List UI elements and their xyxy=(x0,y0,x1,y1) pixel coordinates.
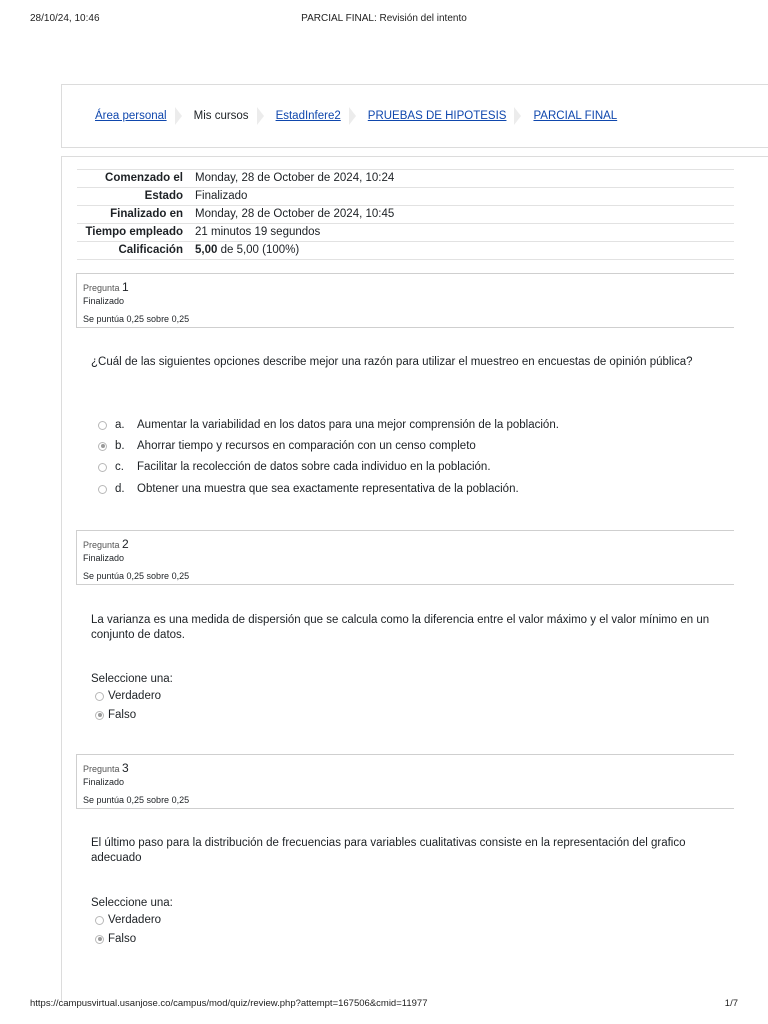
question-number xyxy=(83,537,734,551)
breadcrumb-course[interactable]: EstadInfere2 xyxy=(275,110,341,122)
summary-row-grade xyxy=(77,242,734,260)
question-info-2 xyxy=(76,530,734,585)
breadcrumb-area-personal[interactable]: Área personal xyxy=(95,110,167,122)
option-falso[interactable] xyxy=(95,709,136,721)
question-prefix: Pregunta xyxy=(83,283,120,293)
question-state: Finalizado xyxy=(83,296,125,306)
summary-value: Finalizado xyxy=(191,188,734,206)
summary-row-started xyxy=(77,170,734,188)
summary-value: Monday, 28 de October de 2024, 10:45 xyxy=(191,206,734,224)
question-grade: Se puntúa 0,25 sobre 0,25 xyxy=(83,571,190,581)
question-number xyxy=(83,761,734,775)
question-text-2: La varianza es una medida de dispersión que se calcula como la diferencia entre el valor máximo y el valor mínimo en un conjunto de datos. xyxy=(91,614,710,641)
grade-total: de 5,00 (100%) xyxy=(217,244,300,256)
radio-button[interactable] xyxy=(95,692,104,701)
question-number-value: 3 xyxy=(122,761,129,775)
print-title: PARCIAL FINAL: Revisión del intento xyxy=(301,13,467,24)
option-d[interactable] xyxy=(98,483,519,495)
breadcrumb-separator xyxy=(514,107,521,125)
question-number xyxy=(83,280,734,294)
summary-label: Finalizado en xyxy=(77,206,191,224)
radio-button[interactable] xyxy=(98,463,107,472)
option-text: Verdadero xyxy=(108,914,162,926)
radio-button-selected[interactable] xyxy=(95,935,104,944)
option-text: Facilitar la recolección de datos sobre cada individuo en la población. xyxy=(137,461,491,473)
select-one-label: Seleccione una: xyxy=(91,897,173,909)
select-one-label: Seleccione una: xyxy=(91,673,173,685)
option-text: Aumentar la variabilidad en los datos para una mejor comprensión de la población. xyxy=(137,419,559,431)
grade-score: 5,00 xyxy=(195,244,218,256)
breadcrumb xyxy=(95,107,617,125)
question-text-1: ¿Cuál de las siguientes opciones describe mejor una razón para utilizar el muestreo en encuestas de opinión pública? xyxy=(91,356,693,368)
attempt-summary-table xyxy=(77,169,734,260)
summary-value xyxy=(191,242,734,260)
breadcrumb-mis-cursos[interactable]: Mis cursos xyxy=(193,110,249,122)
print-page-number: 1/7 xyxy=(724,998,738,1009)
option-text: Ahorrar tiempo y recursos en comparación con un censo completo xyxy=(137,440,476,452)
option-letter: c. xyxy=(115,461,124,473)
option-verdadero[interactable] xyxy=(95,914,161,926)
question-prefix: Pregunta xyxy=(83,764,120,774)
question-state: Finalizado xyxy=(83,553,125,563)
summary-label: Comenzado el xyxy=(77,170,191,188)
summary-value: 21 minutos 19 segundos xyxy=(191,224,734,242)
option-verdadero[interactable] xyxy=(95,690,161,702)
question-prefix: Pregunta xyxy=(83,540,120,550)
summary-row-time xyxy=(77,224,734,242)
question-grade: Se puntúa 0,25 sobre 0,25 xyxy=(83,795,190,805)
question-number-value: 1 xyxy=(122,280,129,294)
option-c[interactable] xyxy=(98,461,491,473)
question-info-3 xyxy=(76,754,734,809)
breadcrumb-bar xyxy=(61,84,768,148)
option-a[interactable] xyxy=(98,419,559,431)
question-info-1 xyxy=(76,273,734,328)
breadcrumb-separator xyxy=(175,107,182,125)
summary-label: Calificación xyxy=(77,242,191,260)
question-number-value: 2 xyxy=(122,537,129,551)
question-state: Finalizado xyxy=(83,777,125,787)
summary-label: Tiempo empleado xyxy=(77,224,191,242)
option-letter: a. xyxy=(115,419,125,431)
print-url: https://campusvirtual.usanjose.co/campus/mod/quiz/review.php?attempt=167506&cmid=11977 xyxy=(30,998,428,1009)
radio-button[interactable] xyxy=(95,916,104,925)
option-letter: b. xyxy=(115,440,125,452)
breadcrumb-separator xyxy=(257,107,264,125)
breadcrumb-separator xyxy=(349,107,356,125)
radio-button[interactable] xyxy=(98,485,107,494)
breadcrumb-section[interactable]: PRUEBAS DE HIPOTESIS xyxy=(367,110,507,122)
breadcrumb-quiz[interactable]: PARCIAL FINAL xyxy=(533,110,618,122)
option-text: Falso xyxy=(108,709,137,721)
option-letter: d. xyxy=(115,483,125,495)
question-text-3: El último paso para la distribución de frecuencias para variables cualitativas consiste en la representación del grafico adecuado xyxy=(91,837,686,864)
option-falso[interactable] xyxy=(95,933,136,945)
radio-button-selected[interactable] xyxy=(98,442,107,451)
radio-button[interactable] xyxy=(98,421,107,430)
summary-row-state xyxy=(77,188,734,206)
print-datetime: 28/10/24, 10:46 xyxy=(30,13,100,24)
option-text: Falso xyxy=(108,933,137,945)
summary-value: Monday, 28 de October de 2024, 10:24 xyxy=(191,170,734,188)
summary-label: Estado xyxy=(77,188,191,206)
option-text: Verdadero xyxy=(108,690,162,702)
option-text: Obtener una muestra que sea exactamente representativa de la población. xyxy=(137,483,519,495)
question-grade: Se puntúa 0,25 sobre 0,25 xyxy=(83,314,190,324)
summary-row-finished xyxy=(77,206,734,224)
option-b[interactable] xyxy=(98,440,476,452)
radio-button-selected[interactable] xyxy=(95,711,104,720)
